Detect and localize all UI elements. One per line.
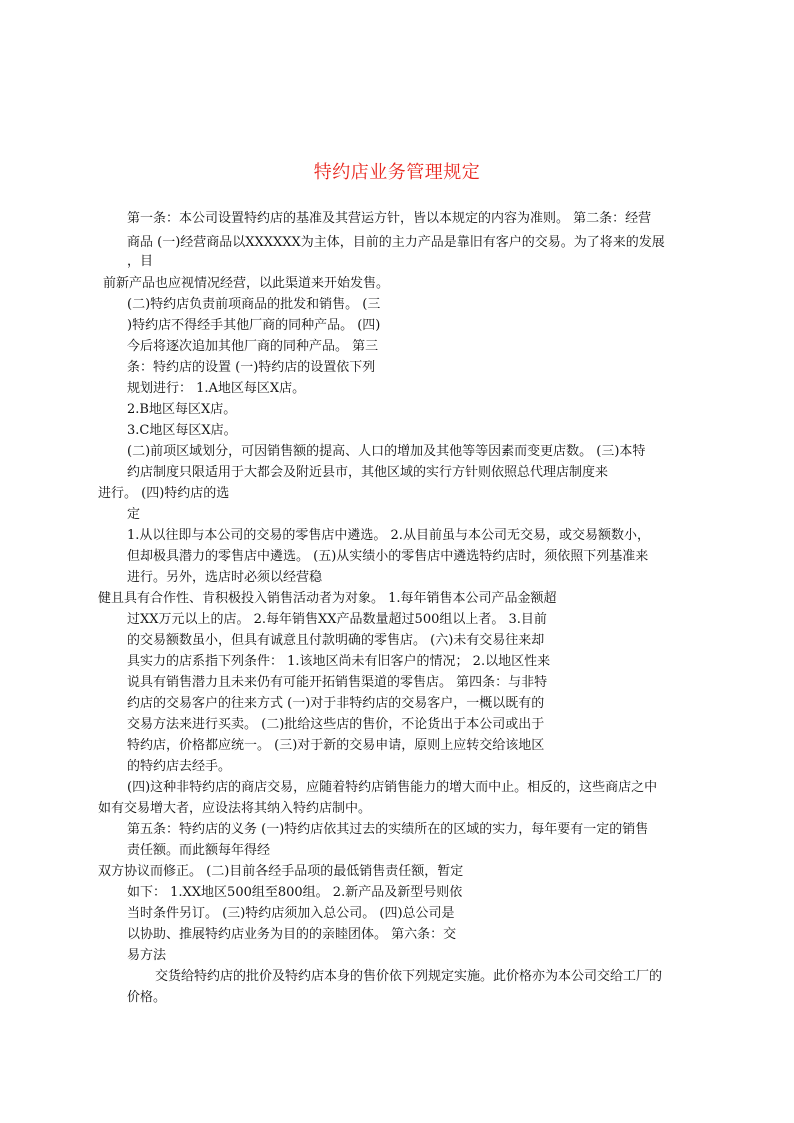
text-line: )特约店不得经手其他厂商的同种产品。 (四): [127, 318, 381, 333]
text-line: 今后将逐次追加其他厂商的同种产品。 第三: [127, 339, 379, 354]
text-line: 交易方法来进行买卖。 (二)批给这些店的售价，不论货出于本公司或出于: [127, 717, 545, 732]
text-line: 特约店，价格都应统一。 (三)对于新的交易申请，原则上应转交给该地区: [127, 738, 545, 753]
text-line: 商品 (一)经营商品以XXXXXX为主体，目前的主力产品是靠旧有客户的交易。为了将来的发展: [127, 235, 665, 250]
text-line: 价格。: [127, 990, 167, 1005]
text-line: 2.B地区每区X店。: [127, 402, 237, 417]
text-line: ，目: [127, 254, 154, 269]
text-line: 约店的交易客户的往来方式 (一)对于非特约店的交易客户，一概以既有的: [127, 696, 545, 711]
text-line: 的特约店去经手。: [127, 759, 232, 774]
text-line: 说具有销售潜力且未来仍有可能开拓销售渠道的零售店。 第四条：与非特: [127, 675, 548, 690]
text-line: 进行。 (四)特约店的选: [98, 486, 230, 501]
text-line: 1.从以往即与本公司的交易的零售店中遴选。 2.从目前虽与本公司无交易，或交易额数小，: [127, 528, 650, 543]
text-line: 条：特约店的设置 (一)特约店的设置依下列: [127, 360, 376, 375]
text-line: 第一条：本公司设置特约店的基准及其营运方针，皆以本规定的内容为准则。 第二条：经营: [127, 211, 652, 226]
text-line: (二)前项区域划分，可因销售额的提高、人口的增加及其他等等因素而变更店数。 (三)本特: [127, 444, 646, 459]
text-line: 规划进行： 1.A地区每区X店。: [127, 381, 306, 396]
text-line: (四)这种非特约店的商店交易，应随着特约店销售能力的增大而中止。相反的，这些商店之中: [127, 780, 658, 795]
text-line: 如下： 1.XX地区500组至800组。 2.新产品及新型号则依: [127, 885, 463, 900]
text-line: 当时条件另订。 (三)特约店须加入总公司。 (四)总公司是: [127, 906, 455, 921]
text-line: 以协助、推展特约店业务为目的的亲睦团体。 第六条：交: [127, 927, 457, 942]
document-title: 特约店业务管理规定: [313, 162, 481, 183]
text-line: 具实力的店系指下列条件： 1.该地区尚未有旧客户的情况； 2.以地区性来: [127, 654, 551, 669]
text-line: 进行。另外，选店时必须以经营稳: [127, 570, 323, 585]
text-line: 健且具有合作性、肯积极投入销售活动者为对象。 1.每年销售本公司产品金额超: [98, 591, 557, 606]
text-line: 易方法: [127, 948, 167, 963]
text-line: 第五条：特约店的义务 (一)特约店依其过去的实绩所在的区域的实力，每年要有一定的销售: [127, 822, 649, 837]
text-line: 交货给特约店的批价及特约店本身的售价依下列规定实施。此价格亦为本公司交给工厂的: [155, 969, 663, 984]
text-line: 约店制度只限适用于大都会及附近县市，其他区域的实行方针则依照总代理店制度来: [127, 465, 609, 480]
text-line: (二)特约店负责前项商品的批发和销售。 (三: [127, 297, 381, 312]
text-line: 但却极具潜力的零售店中遴选。 (五)从实绩小的零售店中遴选特约店时，须依照下列基准来: [127, 549, 649, 564]
text-line: 过XX万元以上的店。 2.每年销售XX产品数量超过500组以上者。 3.目前: [127, 612, 547, 627]
text-line: 3.C地区每区X店。: [127, 423, 237, 438]
text-line: 责任额。而此额每年得经: [127, 843, 271, 858]
text-line: 前新产品也应视情况经营，以此渠道来开始发售。: [103, 276, 390, 291]
text-line: 定: [127, 507, 141, 522]
text-line: 如有交易增大者，应设法将其纳入特约店制中。: [98, 801, 372, 816]
text-line: 的交易额数虽小，但具有诚意且付款明确的零售店。 (六)未有交易往来却: [127, 633, 545, 648]
text-line: 双方协议而修正。 (二)目前各经手品项的最低销售责任额，暂定: [98, 864, 464, 879]
